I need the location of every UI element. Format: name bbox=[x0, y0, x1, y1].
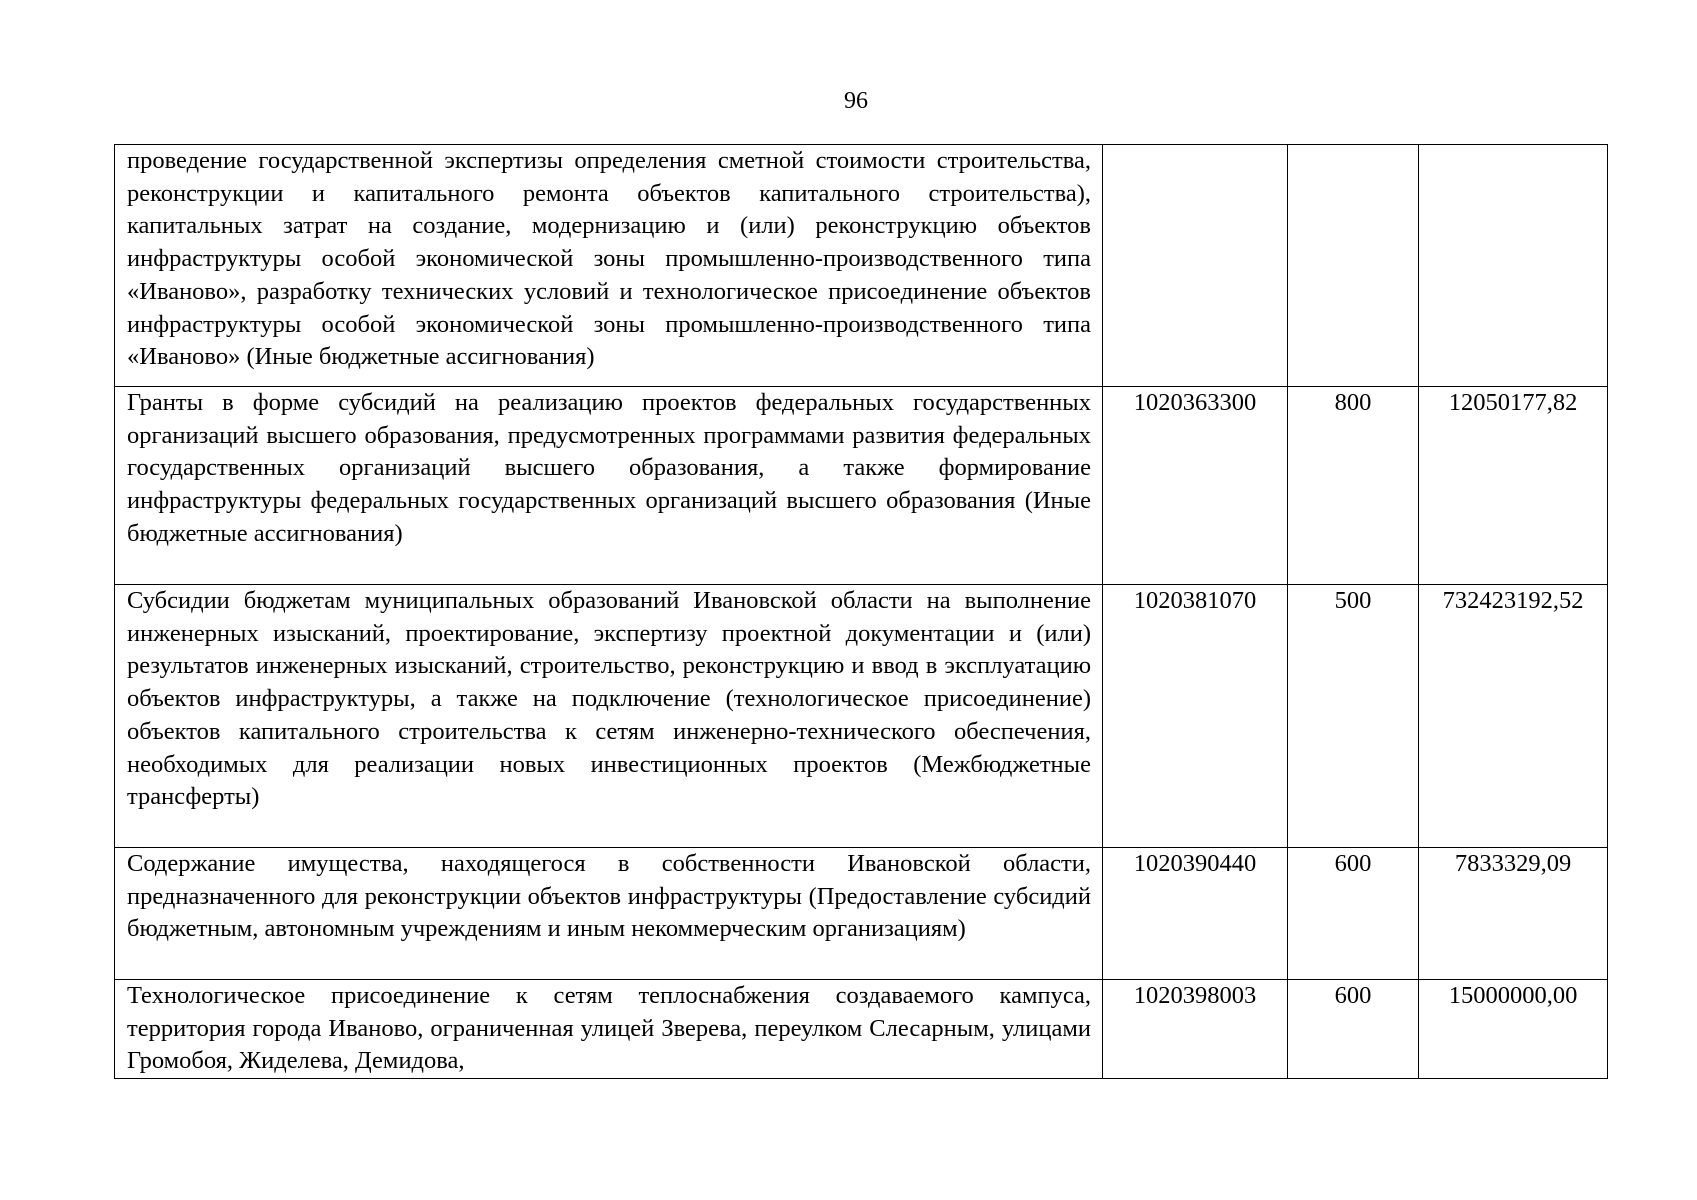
row-type: 600 bbox=[1288, 848, 1419, 980]
table-row bbox=[115, 145, 1608, 387]
row-type: 600 bbox=[1288, 980, 1419, 1079]
row-code bbox=[1103, 145, 1288, 387]
row-code: 1020381070 bbox=[1103, 585, 1288, 848]
row-code: 1020390440 bbox=[1103, 848, 1288, 980]
row-description: проведение государственной экспертизы определения сметной стоимости строительства, реконструкции и капитального ремонта объектов капитального строительства), капитальных затрат на создание, модернизацию и (или) реконструкцию объектов инфраструктуры особой экономической зоны промышленно-производственного типа «Иваново», разработку технических условий и технологическое присоединение объектов инфраструктуры особой экономической зоны промышленно-производственного типа «Иваново» (Иные бюджетные ассигнования) bbox=[115, 145, 1103, 387]
row-description: Субсидии бюджетам муниципальных образований Ивановской области на выполнение инженерных изысканий, проектирование, экспертизу проектной документации и (или) результатов инженерных изысканий, строительство, реконструкцию и ввод в эксплуатацию объектов инфраструктуры, а также на подключение (технологическое присоединение) объектов капитального строительства к сетям инженерно-технического обеспечения, необходимых для реализации новых инвестиционных проектов (Межбюджетные трансферты) bbox=[115, 585, 1103, 848]
row-type: 800 bbox=[1288, 387, 1419, 585]
row-code: 1020398003 bbox=[1103, 980, 1288, 1079]
row-type bbox=[1288, 145, 1419, 387]
table-row bbox=[115, 387, 1608, 585]
budget-table bbox=[114, 144, 1608, 1079]
row-type: 500 bbox=[1288, 585, 1419, 848]
page-number: 96 bbox=[844, 88, 868, 114]
table-row bbox=[115, 848, 1608, 980]
row-code: 1020363300 bbox=[1103, 387, 1288, 585]
row-amount bbox=[1419, 145, 1608, 387]
row-description: Содержание имущества, находящегося в собственности Ивановской области, предназначенного для реконструкции объектов инфраструктуры (Предоставление субсидий бюджетным, автономным учреждениям и иным некоммерческим организациям) bbox=[115, 848, 1103, 980]
row-amount: 732423192,52 bbox=[1419, 585, 1608, 848]
row-amount: 12050177,82 bbox=[1419, 387, 1608, 585]
table-row bbox=[115, 980, 1608, 1079]
row-amount: 7833329,09 bbox=[1419, 848, 1608, 980]
row-description: Гранты в форме субсидий на реализацию проектов федеральных государственных организаций высшего образования, предусмотренных программами развития федеральных государственных организаций высшего образования, а также формирование инфраструктуры федеральных государственных организаций высшего образования (Иные бюджетные ассигнования) bbox=[115, 387, 1103, 585]
row-amount: 15000000,00 bbox=[1419, 980, 1608, 1079]
row-description: Технологическое присоединение к сетям теплоснабжения создаваемого кампуса, территория города Иваново, ограниченная улицей Зверева, переулком Слесарным, улицами Громобоя, Жиделева, Демидова, bbox=[115, 980, 1103, 1079]
table-row bbox=[115, 585, 1608, 848]
